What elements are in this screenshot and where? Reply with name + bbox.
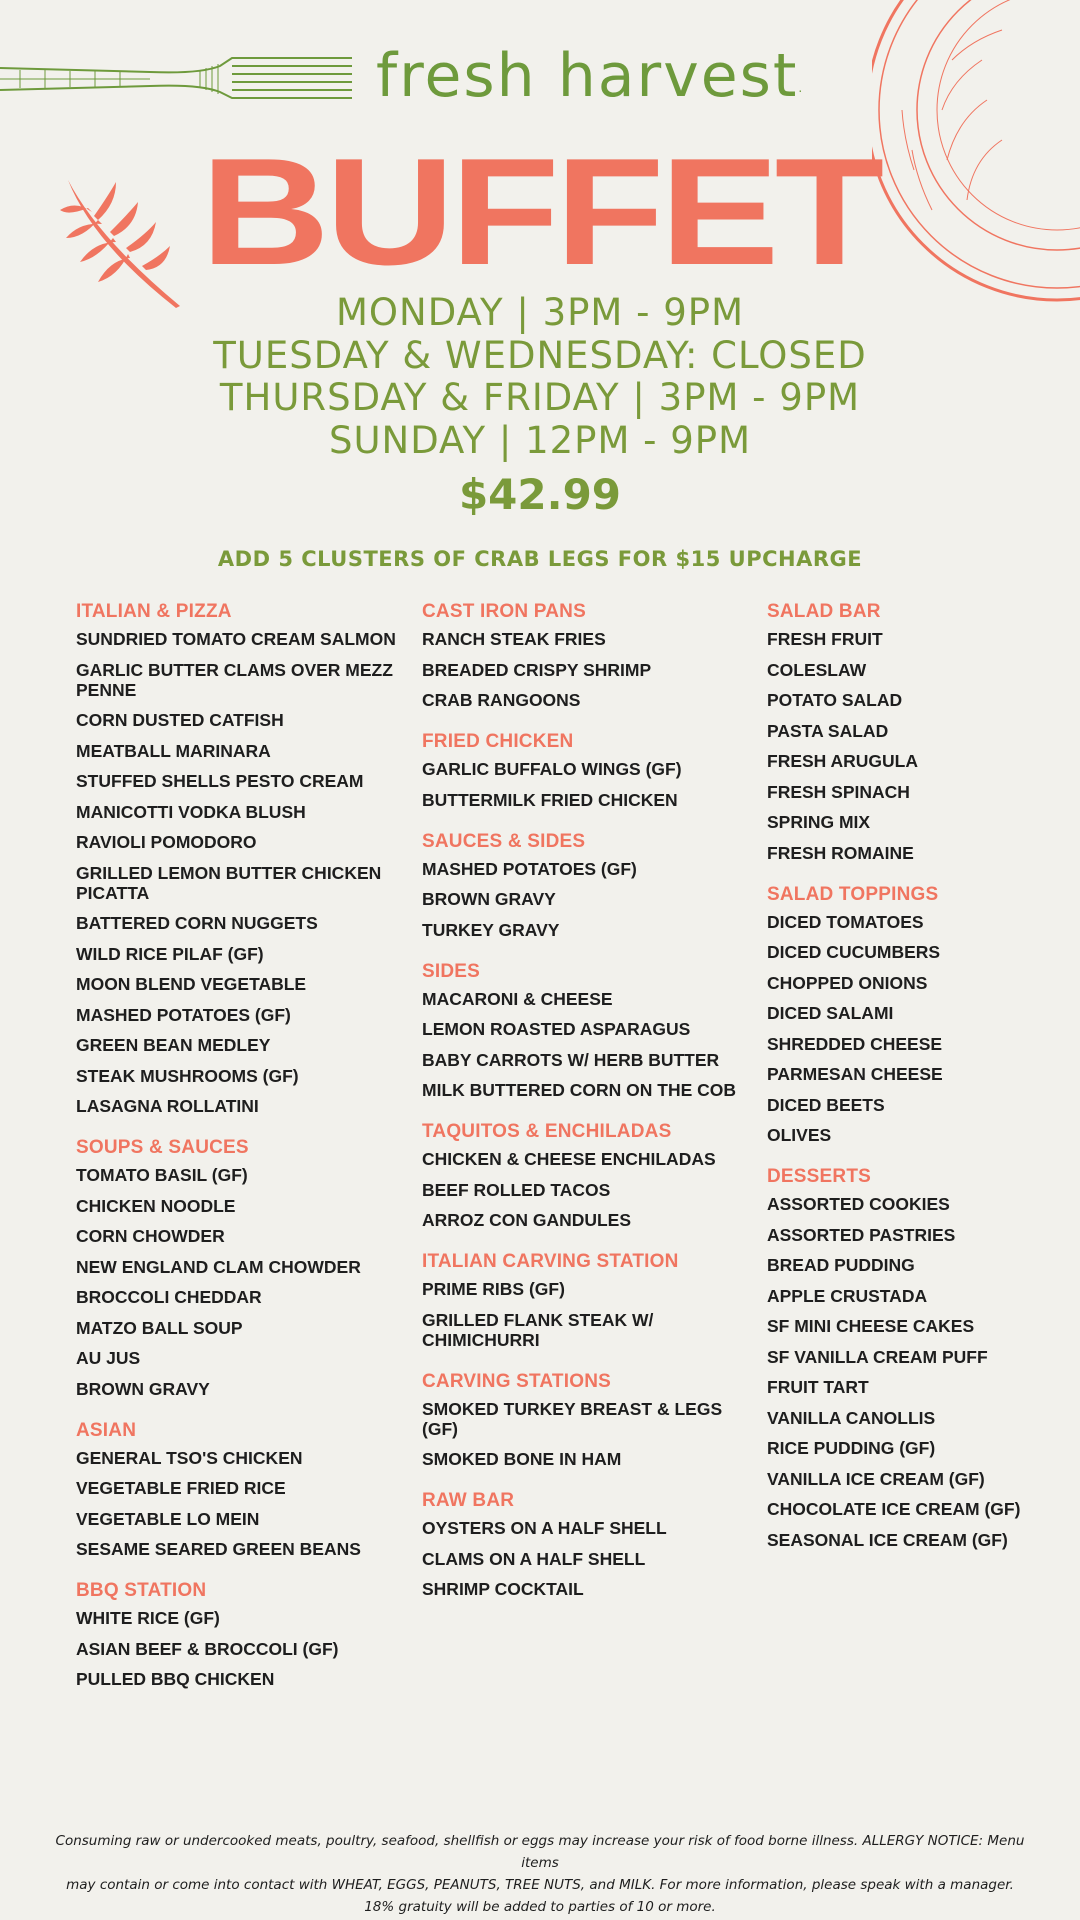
menu-item: MACARONI & CHEESE	[422, 988, 613, 1009]
menu-item: SF VANILLA CREAM PUFF	[767, 1346, 988, 1367]
menu-item: PARMESAN CHEESE	[767, 1064, 943, 1084]
menu-item: NEW ENGLAND CLAM CHOWDER	[76, 1256, 361, 1277]
section-title: SOUPS & SAUCES	[76, 1137, 249, 1158]
hours-line: MONDAY | 3PM - 9PM	[335, 291, 745, 334]
section-title: ITALIAN CARVING STATION	[422, 1251, 679, 1272]
section-items	[76, 1448, 406, 1560]
footer-line: Consuming raw or undercooked meats, poultry, seafood, shellfish or eggs may increase your risk of food borne illness. ALLERGY NOTICE: Menu items	[55, 1833, 1025, 1871]
menu-item: CHOPPED ONIONS	[767, 972, 928, 993]
menu-item: BEEF ROLLED TACOS	[422, 1179, 611, 1200]
menu-section	[767, 883, 1080, 1146]
menu-item: SESAME SEARED GREEN BEANS	[76, 1539, 361, 1559]
section-items	[422, 629, 752, 710]
section-title: CARVING STATIONS	[422, 1370, 611, 1392]
section-items	[767, 912, 1080, 1146]
section-title: TAQUITOS & ENCHILADAS	[422, 1121, 672, 1142]
menu-item: CORN CHOWDER	[76, 1226, 225, 1246]
menu-column-2	[422, 600, 752, 1619]
section-items	[767, 629, 1080, 863]
menu-item: LASAGNA ROLLATINI	[76, 1096, 259, 1116]
section-title: SALAD BAR	[767, 601, 881, 622]
menu-item: SPRING MIX	[767, 812, 871, 832]
menu-item: MASHED POTATOES (GF)	[76, 1004, 291, 1025]
menu-section	[767, 1165, 1080, 1550]
menu-item: ASSORTED COOKIES	[767, 1194, 950, 1214]
menu-item: CORN DUSTED CATFISH	[76, 710, 284, 730]
upcharge-note: ADD 5 CLUSTERS OF CRAB LEGS FOR $15 UPCHARGE	[217, 547, 863, 571]
menu-item: GREEN BEAN MEDLEY	[76, 1035, 271, 1055]
menu-section	[422, 1120, 752, 1230]
menu-item: RICE PUDDING (GF)	[767, 1438, 936, 1458]
section-title: SIDES	[422, 960, 481, 982]
hours-block	[0, 291, 1080, 519]
menu-item: SF MINI CHEESE CAKES	[767, 1316, 975, 1336]
menu-item: BROWN GRAVY	[422, 889, 556, 909]
menu-item: FRESH ARUGULA	[767, 751, 919, 771]
menu-item: WILD RICE PILAF (GF)	[76, 943, 264, 964]
menu-item: MOON BLEND VEGETABLE	[76, 974, 307, 994]
menu-item: TOMATO BASIL (GF)	[76, 1165, 248, 1185]
menu-section	[422, 1370, 752, 1470]
menu-section	[76, 600, 406, 1116]
menu-section	[76, 1579, 406, 1689]
menu-section	[767, 600, 1080, 863]
menu-item: BREAD PUDDING	[767, 1255, 915, 1275]
menu-item: CHICKEN & CHEESE ENCHILADAS	[422, 1149, 716, 1169]
menu-item: APPLE CRUSTADA	[767, 1285, 928, 1306]
menu-item: FRESH FRUIT	[767, 629, 883, 649]
menu-item: RAVIOLI POMODORO	[76, 832, 257, 852]
menu-item: OYSTERS ON A HALF SHELL	[422, 1518, 667, 1538]
menu-item: SEASONAL ICE CREAM (GF)	[767, 1529, 1008, 1550]
menu-item: BREADED CRISPY SHRIMP	[422, 659, 652, 680]
menu-item: OLIVES	[767, 1125, 832, 1145]
menu-item: DICED TOMATOES	[767, 911, 924, 932]
section-items	[422, 1279, 752, 1350]
menu-item: SMOKED BONE IN HAM	[422, 1449, 622, 1469]
menu-item: ASSORTED PASTRIES	[767, 1224, 956, 1245]
section-items	[422, 1399, 752, 1470]
menu-item: DICED CUCUMBERS	[767, 942, 941, 962]
menu-section	[422, 600, 752, 710]
menu-item: BROCCOLI CHEDDAR	[76, 1287, 262, 1307]
menu-section	[422, 1250, 752, 1350]
section-title: ASIAN	[76, 1419, 137, 1441]
hours-line: TUESDAY & WEDNESDAY: CLOSED	[213, 333, 867, 377]
menu-item: TURKEY GRAVY	[422, 919, 560, 940]
menu-item: VANILLA ICE CREAM (GF)	[767, 1468, 985, 1489]
menu-item: STUFFED SHELLS PESTO CREAM	[76, 771, 364, 791]
menu-item: PULLED BBQ CHICKEN	[76, 1669, 275, 1689]
hours-line: SUNDAY | 12PM - 9PM	[328, 418, 752, 462]
menu-item: BABY CARROTS W/ HERB BUTTER	[422, 1049, 720, 1070]
menu-item: GARLIC BUTTER CLAMS OVER MEZZ PENNE	[76, 659, 393, 700]
menu-item: SHRIMP COCKTAIL	[422, 1579, 584, 1599]
section-items	[76, 629, 406, 1116]
menu-item: MASHED POTATOES (GF)	[422, 858, 637, 879]
menu-section	[422, 730, 752, 810]
menu-item: WHITE RICE (GF)	[76, 1608, 220, 1628]
section-title: FRIED CHICKEN	[422, 731, 574, 752]
section-items	[76, 1165, 406, 1399]
menu-section	[76, 1136, 406, 1399]
menu-item: SUNDRIED TOMATO CREAM SALMON	[76, 629, 396, 649]
menu-item: AU JUS	[76, 1348, 141, 1368]
menu-item: FRESH ROMAINE	[767, 842, 914, 863]
menu-item: CRAB RANGOONS	[422, 690, 581, 710]
fork-icon	[0, 48, 360, 110]
menu-item: DICED SALAMI	[767, 1003, 894, 1023]
menu-section	[76, 1419, 406, 1560]
hours-line: THURSDAY & FRIDAY | 3PM - 9PM	[219, 376, 861, 419]
menu-item: BATTERED CORN NUGGETS	[76, 913, 318, 933]
section-title: BBQ STATION	[76, 1580, 207, 1601]
menu-item: PASTA SALAD	[767, 720, 889, 741]
menu-item: GRILLED LEMON BUTTER CHICKEN PICATTA	[76, 862, 382, 903]
allergy-notice	[50, 1830, 1030, 1918]
menu-item: GRILLED FLANK STEAK W/ CHIMICHURRI	[422, 1309, 654, 1350]
menu-item: MATZO BALL SOUP	[76, 1317, 243, 1338]
menu-item: VEGETABLE LO MEIN	[76, 1508, 260, 1529]
menu-item: POTATO SALAD	[767, 690, 903, 710]
menu-item: CHICKEN NOODLE	[76, 1195, 236, 1216]
section-title: RAW BAR	[422, 1490, 515, 1511]
section-title: CAST IRON PANS	[422, 601, 586, 622]
menu-item: ARROZ CON GANDULES	[422, 1210, 632, 1230]
menu-column-1	[76, 600, 406, 1709]
menu-item: RANCH STEAK FRIES	[422, 629, 606, 649]
menu-column-3	[767, 600, 1080, 1570]
menu-item: CHOCOLATE ICE CREAM (GF)	[767, 1499, 1021, 1519]
menu-item: DICED BEETS	[767, 1094, 885, 1115]
footer-line: 18% gratuity will be added to parties of 10 or more.	[364, 1899, 716, 1915]
menu-item: LEMON ROASTED ASPARAGUS	[422, 1019, 691, 1039]
section-items	[422, 759, 752, 810]
menu-item: CLAMS ON A HALF SHELL	[422, 1548, 646, 1569]
menu-item: GENERAL TSO'S CHICKEN	[76, 1447, 303, 1468]
menu-section	[422, 960, 752, 1101]
menu-item: BUTTERMILK FRIED CHICKEN	[422, 789, 678, 810]
section-items	[422, 859, 752, 940]
price: $42.99	[458, 470, 622, 519]
section-items	[76, 1608, 406, 1689]
menu-item: PRIME RIBS (GF)	[422, 1279, 565, 1299]
menu-item: FRESH SPINACH	[767, 781, 910, 802]
menu-item: VANILLA CANOLLIS	[767, 1407, 936, 1428]
section-title: DESSERTS	[767, 1166, 872, 1187]
menu-item: COLESLAW	[767, 659, 867, 680]
menu-section	[422, 1489, 752, 1599]
page-title: BUFFET	[200, 127, 880, 297]
menu-section	[422, 830, 752, 940]
menu-item: SHREDDED CHEESE	[767, 1033, 943, 1054]
menu-item: MEATBALL MARINARA	[76, 740, 271, 761]
section-title: SALAD TOPPINGS	[767, 883, 939, 905]
section-title: ITALIAN & PIZZA	[76, 601, 232, 622]
menu-item: BROWN GRAVY	[76, 1378, 210, 1399]
brand-logo: fresh harvest.	[376, 41, 805, 111]
menu-item: SMOKED TURKEY BREAST & LEGS (GF)	[422, 1398, 723, 1439]
section-items	[767, 1194, 1080, 1550]
section-title: SAUCES & SIDES	[422, 830, 586, 852]
menu-item: VEGETABLE FRIED RICE	[76, 1478, 286, 1498]
section-items	[422, 1149, 752, 1230]
footer-line: may contain or come into contact with WHEAT, EGGS, PEANUTS, TREE NUTS, and MILK. For more information, please speak with a manager.	[66, 1877, 1014, 1893]
section-items	[422, 989, 752, 1101]
menu-item: GARLIC BUFFALO WINGS (GF)	[422, 759, 682, 779]
section-items	[422, 1518, 752, 1599]
menu-item: STEAK MUSHROOMS (GF)	[76, 1065, 299, 1086]
menu-item: MILK BUTTERED CORN ON THE COB	[422, 1080, 737, 1100]
menu-item: MANICOTTI VODKA BLUSH	[76, 801, 306, 822]
menu-item: FRUIT TART	[767, 1377, 869, 1397]
menu-item: ASIAN BEEF & BROCCOLI (GF)	[76, 1638, 339, 1659]
